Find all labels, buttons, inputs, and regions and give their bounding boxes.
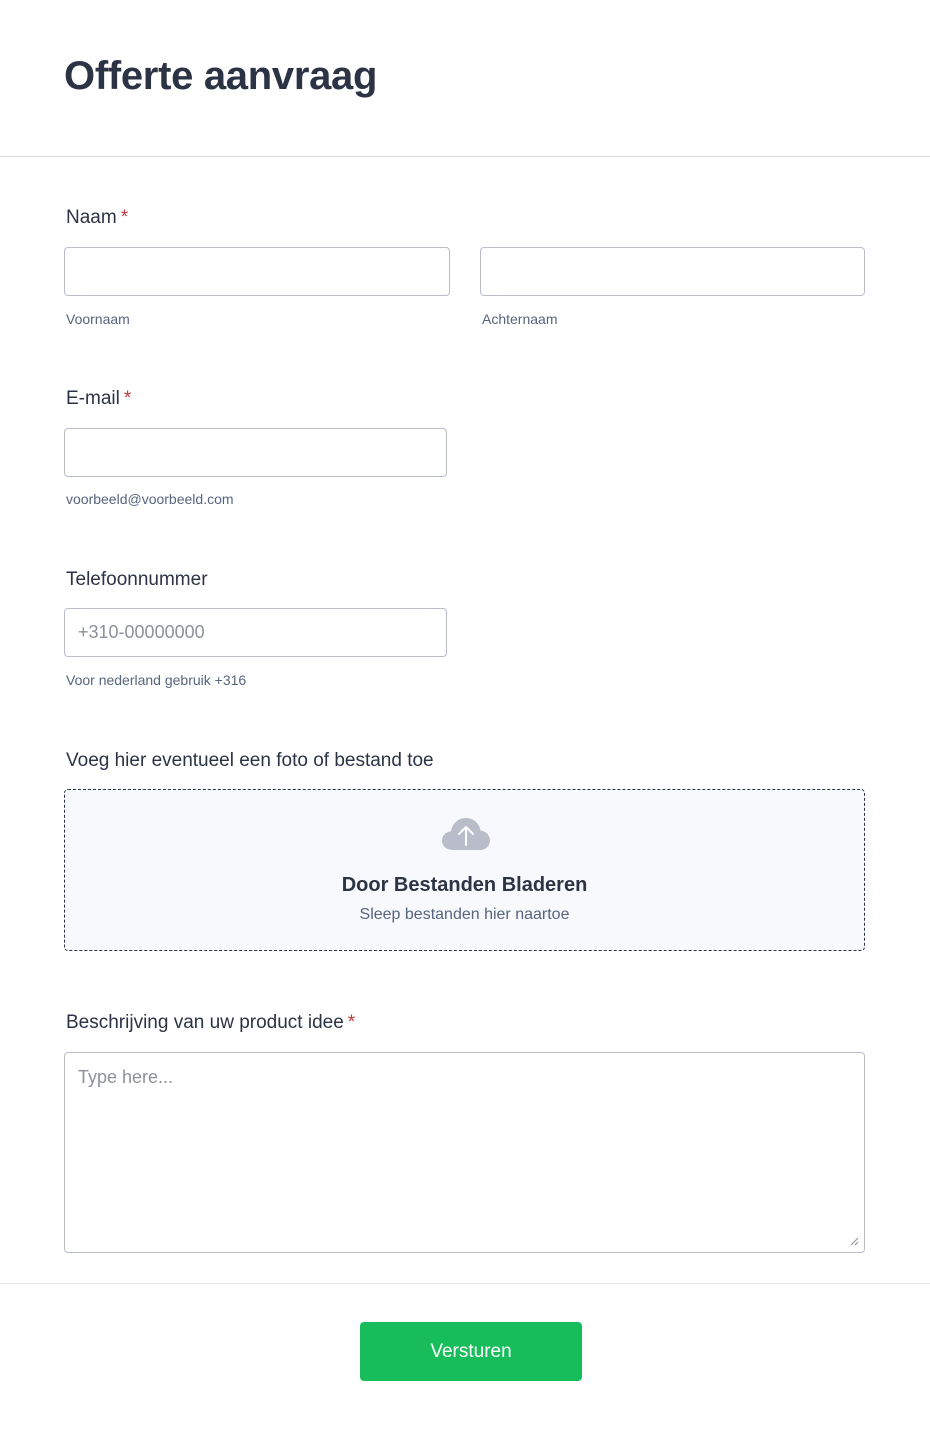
first-name-sublabel: Voornaam <box>66 311 130 327</box>
cloud-upload-icon <box>441 816 491 852</box>
email-label <box>66 388 131 410</box>
phone-sublabel: Voor nederland gebruik +316 <box>66 672 247 688</box>
required-mark: * <box>120 207 129 228</box>
upload-label: Voeg hier eventueel een foto of bestand toe <box>66 750 434 771</box>
email-label-text: E-mail <box>66 388 120 409</box>
required-mark: * <box>347 1012 356 1033</box>
form-header <box>0 0 930 157</box>
description-label <box>66 1012 355 1034</box>
email-input[interactable] <box>64 428 447 477</box>
phone-label: Telefoonnummer <box>66 569 208 590</box>
last-name-input[interactable] <box>480 247 865 296</box>
first-name-input[interactable] <box>64 247 450 296</box>
phone-input[interactable] <box>64 608 447 657</box>
email-sublabel: voorbeeld@voorbeeld.com <box>66 491 234 507</box>
required-mark: * <box>123 388 132 409</box>
name-label <box>66 207 128 229</box>
name-label-text: Naam <box>66 207 117 228</box>
resize-handle-icon[interactable] <box>849 1236 859 1246</box>
description-textarea[interactable] <box>64 1052 865 1253</box>
browse-files-link[interactable]: Door Bestanden Bladeren <box>341 874 588 896</box>
last-name-sublabel: Achternaam <box>482 311 558 327</box>
description-label-text: Beschrijving van uw product idee <box>66 1012 344 1033</box>
file-dropzone[interactable] <box>64 789 865 951</box>
submit-button[interactable]: Versturen <box>360 1322 582 1381</box>
drop-files-hint: Sleep bestanden hier naartoe <box>359 906 570 923</box>
page-title: Offerte aanvraag <box>64 54 378 98</box>
footer-divider <box>0 1283 930 1284</box>
